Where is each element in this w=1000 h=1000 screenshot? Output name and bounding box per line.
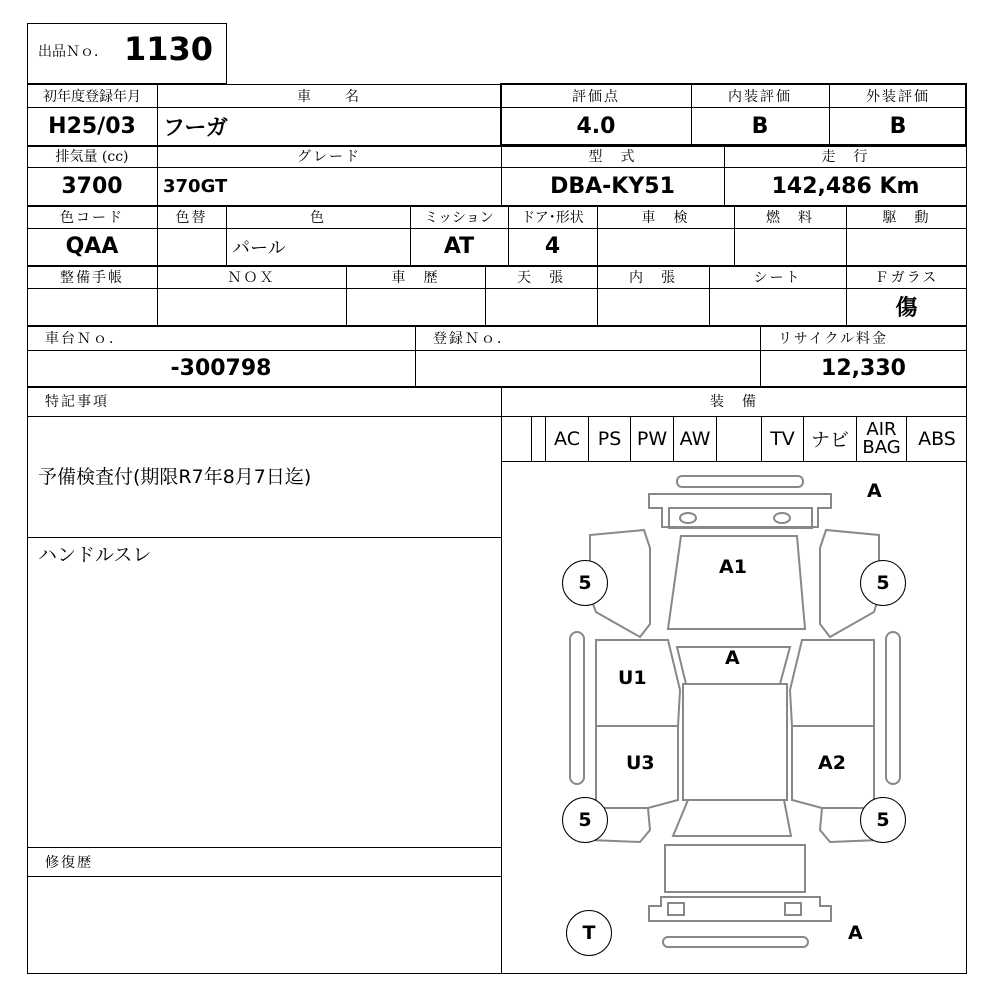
- first-registration-value: H25/03: [48, 113, 136, 139]
- repair-history-header: 修復歴: [45, 854, 93, 871]
- headliner-header: 天 張: [517, 269, 565, 286]
- chassis-no-value: -300798: [170, 355, 272, 381]
- front-glass-value: 傷: [895, 295, 918, 321]
- equip-pw: PW: [631, 416, 674, 461]
- equip-airbag: AIR BAG: [857, 416, 907, 461]
- lot-number: 1130: [124, 30, 214, 68]
- equip-abs: ABS: [918, 427, 956, 450]
- registration-no-value: [415, 350, 760, 386]
- mark-rear-bumper: A: [848, 922, 863, 944]
- note-line-1: 予備検査付(期限R7年8月7日迄): [38, 466, 312, 488]
- service-book-value: [27, 288, 157, 325]
- mark-left-rear-door: U3: [626, 752, 655, 774]
- color-code-value: QAA: [65, 234, 119, 259]
- equip-blank-1: [531, 416, 546, 461]
- car-diagram: [502, 462, 966, 973]
- exterior-grade-header: 外装評価: [866, 88, 930, 105]
- color-header: 色: [310, 209, 326, 226]
- score-header: 評価点: [572, 88, 620, 105]
- mileage-value: 142,486 Km: [771, 173, 920, 199]
- vehicle-history-value: [346, 288, 485, 325]
- service-book-header: 整備手帳: [60, 269, 124, 286]
- headliner-value: [485, 288, 597, 325]
- equip-ac: AC: [546, 416, 589, 461]
- car-name-header: 車 名: [297, 88, 361, 105]
- mark-hood: A1: [719, 556, 747, 578]
- registration-no-header: 登録Ｎｏ．: [433, 330, 513, 347]
- color-change-value: [157, 228, 226, 265]
- inspection-value: [597, 228, 734, 265]
- mark-left-front-door: U1: [618, 667, 647, 689]
- mileage-header: 走 行: [821, 149, 870, 165]
- transmission-value: AT: [443, 234, 475, 259]
- notes-header: 特記事項: [45, 394, 109, 410]
- displacement-value: 3700: [61, 173, 123, 199]
- color-change-header: 色替: [175, 209, 208, 226]
- tire-front-right: 5: [860, 560, 906, 606]
- mark-front-bumper: A: [867, 480, 882, 502]
- color-value: パール: [232, 237, 286, 259]
- first-registration-header: 初年度登録年月: [43, 88, 141, 105]
- recycle-fee-value: 12,330: [821, 355, 906, 381]
- model-code-header: 型 式: [588, 149, 637, 165]
- chassis-no-header: 車台Ｎｏ．: [45, 330, 125, 347]
- nox-value: [157, 288, 346, 325]
- displacement-header: 排気量 (cc): [55, 149, 129, 165]
- color-code-header: 色コード: [60, 209, 124, 226]
- tire-spare: T: [566, 910, 612, 956]
- model-code-value: DBA-KY51: [550, 173, 675, 199]
- drive-header: 駆 動: [882, 209, 931, 226]
- vehicle-history-header: 車 歴: [391, 269, 440, 286]
- equip-ps: PS: [589, 416, 631, 461]
- score-value: 4.0: [576, 113, 616, 139]
- lot-box: [27, 23, 227, 84]
- equip-aw: AW: [674, 416, 717, 461]
- tire-front-left: 5: [562, 560, 608, 606]
- fuel-header: 燃 料: [766, 209, 814, 226]
- equip-navi: ナビ: [804, 416, 857, 461]
- tire-rear-right: 5: [860, 797, 906, 843]
- drive-value: [846, 228, 967, 265]
- door-shape-header: ドア･形状: [521, 209, 584, 226]
- nox-header: ＮＯＸ: [227, 269, 276, 286]
- equipment-header: 装 備: [710, 394, 758, 410]
- seat-value: [709, 288, 846, 325]
- fuel-value: [734, 228, 846, 265]
- note-line-2: ハンドルスレ: [38, 544, 152, 566]
- tire-rear-left: 5: [562, 797, 608, 843]
- lot-label: 出品Ｎｏ．: [38, 44, 108, 60]
- doors-value: 4: [544, 234, 561, 259]
- seat-header: シート: [753, 269, 802, 286]
- interior-trim-value: [597, 288, 709, 325]
- equip-tv: TV: [762, 416, 804, 461]
- front-glass-header: Ｆガラス: [874, 269, 939, 286]
- interior-trim-header: 内 張: [629, 269, 677, 286]
- mark-windshield: A: [725, 647, 740, 669]
- grade-header: グレード: [297, 149, 361, 165]
- inspection-header: 車 検: [641, 209, 690, 226]
- exterior-grade-value: B: [889, 113, 907, 139]
- car-name-value: フーガ: [163, 115, 228, 141]
- interior-grade-header: 内装評価: [728, 88, 792, 105]
- interior-grade-value: B: [751, 113, 769, 139]
- mark-right-rear-door: A2: [818, 752, 846, 774]
- grade-value: 370GT: [163, 175, 228, 197]
- transmission-header: ミッション: [424, 209, 494, 226]
- recycle-fee-header: リサイクル料金: [778, 330, 889, 347]
- equip-blank-2: [717, 416, 762, 461]
